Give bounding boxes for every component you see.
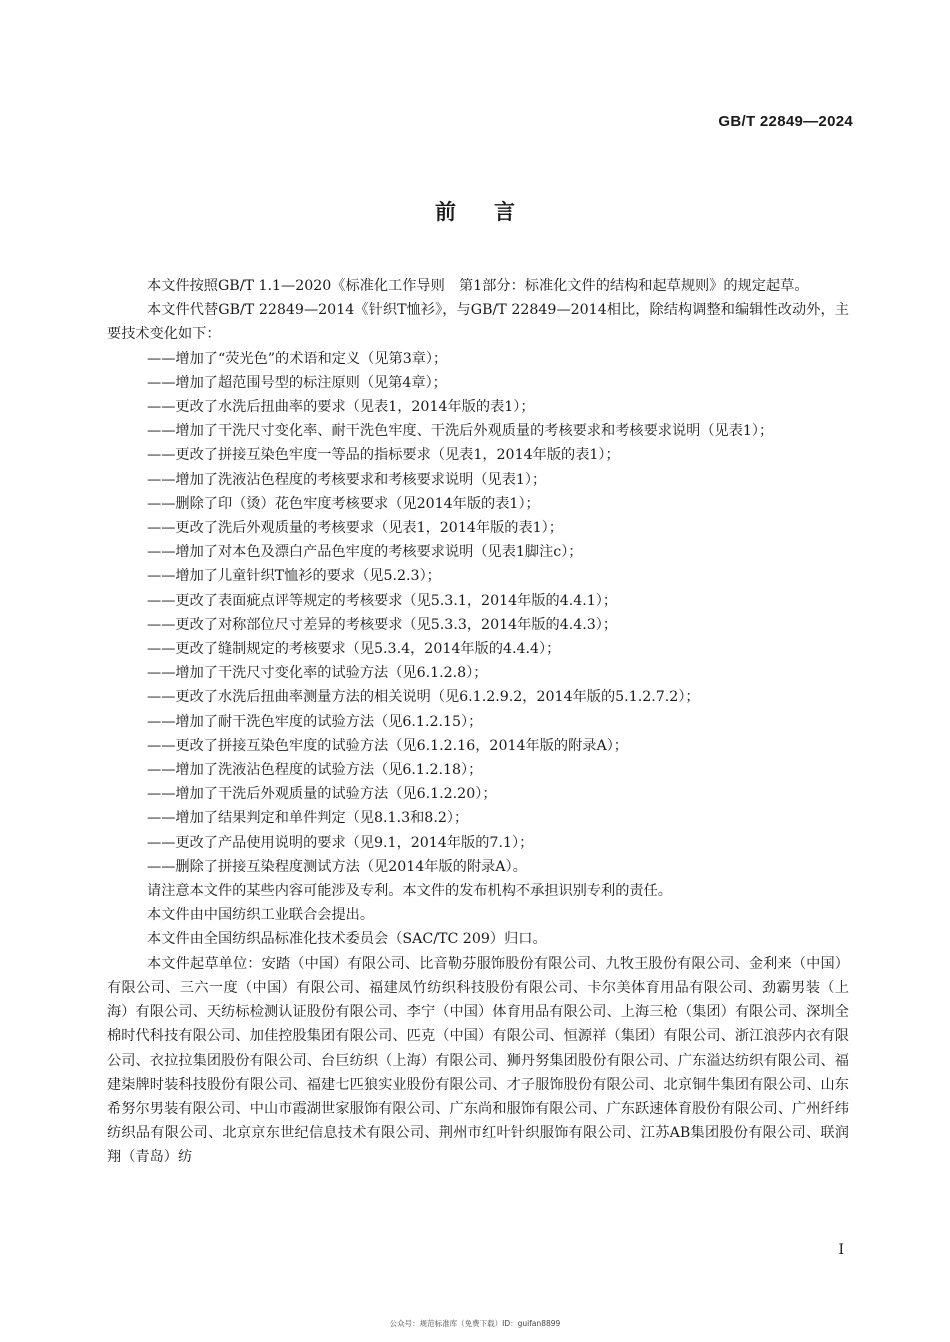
list-item: ——增加了耐干洗色牢度的试验方法（见6.1.2.15）； xyxy=(147,713,483,730)
list-item: ——删除了拼接互染程度测试方法（见2014年版的附录A）。 xyxy=(147,858,527,875)
list-item: ——更改了缝制规定的考核要求（见5.3.4，2014年版的4.4.4）； xyxy=(147,641,561,658)
list-item: ——更改了洗后外观质量的考核要求（见表1，2014年版的表1）； xyxy=(147,520,563,537)
list-item: ——更改了拼接互染色牢度一等品的指标要求（见表1，2014年版的表1）； xyxy=(147,447,620,464)
list-item: ——增加了结果判定和单件判定（见8.1.3和8.2）； xyxy=(147,810,469,827)
proposer-paragraph: 本文件由中国纺织工业联合会提出。 xyxy=(147,907,375,924)
page-title: 前言 xyxy=(435,200,553,224)
list-item: ——更改了表面疵点评等规定的考核要求（见5.3.1，2014年版的4.4.1）； xyxy=(147,592,618,609)
document-body xyxy=(107,274,849,1170)
intro-paragraph-2: 本文件代替GB/T 22849—2014《针织T恤衫》，与GB/T 22849—2014相比，除结构调整和编辑性改动外，主要技术变化如下： xyxy=(107,302,849,343)
list-item: ——增加了洗液沾色程度的考核要求和考核要求说明（见表1）； xyxy=(147,471,547,488)
list-item: ——增加了干洗尺寸变化率、耐干洗色牢度、干洗后外观质量的考核要求和考核要求说明（见表1）； xyxy=(147,423,774,440)
list-item: ——增加了儿童针织T恤衫的要求（见5.2.3）； xyxy=(147,568,441,585)
list-item: ——更改了对称部位尺寸差异的考核要求（见5.3.3，2014年版的4.4.3）； xyxy=(147,616,618,633)
list-item: ——增加了超范围号型的标注原则（见第4章）； xyxy=(147,374,447,391)
list-item: ——增加了洗液沾色程度的试验方法（见6.1.2.18）； xyxy=(147,762,483,779)
list-item: ——增加了对本色及漂白产品色牢度的考核要求说明（见表1脚注c）； xyxy=(147,544,583,561)
list-item: ——更改了产品使用说明的要求（见9.1，2014年版的7.1）； xyxy=(147,834,534,851)
changes-list xyxy=(107,347,849,879)
list-item: ——更改了水洗后扭曲率测量方法的相关说明（见6.1.2.9.2，2014年版的5.1.2.7.2）； xyxy=(147,689,700,706)
list-item: ——增加了干洗后外观质量的试验方法（见6.1.2.20）； xyxy=(147,786,497,803)
standard-number: GB/T 22849—2024 xyxy=(718,113,853,130)
page-number: I xyxy=(838,1242,844,1258)
committee-paragraph: 本文件由全国纺织品标准化技术委员会（SAC/TC 209）归口。 xyxy=(147,931,547,948)
list-item: ——删除了印（烫）花色牢度考核要求（见2014年版的表1）； xyxy=(147,495,540,512)
list-item: ——更改了水洗后扭曲率的要求（见表1，2014年版的表1）； xyxy=(147,399,535,416)
drafting-units-paragraph: 本文件起草单位：安踏（中国）有限公司、比音勒芬服饰股份有限公司、九牧王股份有限公司、金利来（中国）有限公司、三六一度（中国）有限公司、福建凤竹纺织科技股份有限公司、卡尔美体育用品有限公司、劲霸男装（上海）有限公司、天纺标检测认证股份有限公司、李宁（中国）体育用品有限公司、上海三枪（集团）有限公司、深圳全棉时代科技有限公司、加佳控股集团有限公司、匹克（中国）有限公司、恒源祥（集团）有限公司、浙江浪莎内衣有限公司、衣拉拉集团股份有限公司、台巨纺织（上海）有限公司、狮丹努集团股份有限公司、广东溢达纺织有限公司、福建柒牌时装科技股份有限公司、福建七匹狼实业股份有限公司、才子服饰股份有限公司、北京铜牛集团有限公司、山东希努尔男装有限公司、中山市霞湖世家服饰有限公司、广东尚和服饰有限公司、广东跃速体育股份有限公司、广州纤纬纺织品有限公司、北京京东世纪信息技术有限公司、荆州市红叶针织服饰有限公司、江苏AB集团股份有限公司、联润翔（青岛）纺 xyxy=(107,955,849,1166)
footer-watermark-text: 公众号：规范标准库（免费下载）ID：guifan8899 xyxy=(389,1319,561,1328)
list-item: ——更改了拼接互染色牢度的试验方法（见6.1.2.16，2014年版的附录A）； xyxy=(147,737,628,754)
intro-paragraph-1: 本文件按照GB/T 1.1—2020《标准化工作导则 第1部分：标准化文件的结构和起草规则》的规定起草。 xyxy=(147,278,809,294)
list-item: ——增加了干洗尺寸变化率的试验方法（见6.1.2.8）； xyxy=(147,665,488,682)
list-item: ——增加了“荧光色”的术语和定义（见第3章）； xyxy=(147,350,448,367)
patent-notice: 请注意本文件的某些内容可能涉及专利。本文件的发布机构不承担识别专利的责任。 xyxy=(147,883,672,900)
